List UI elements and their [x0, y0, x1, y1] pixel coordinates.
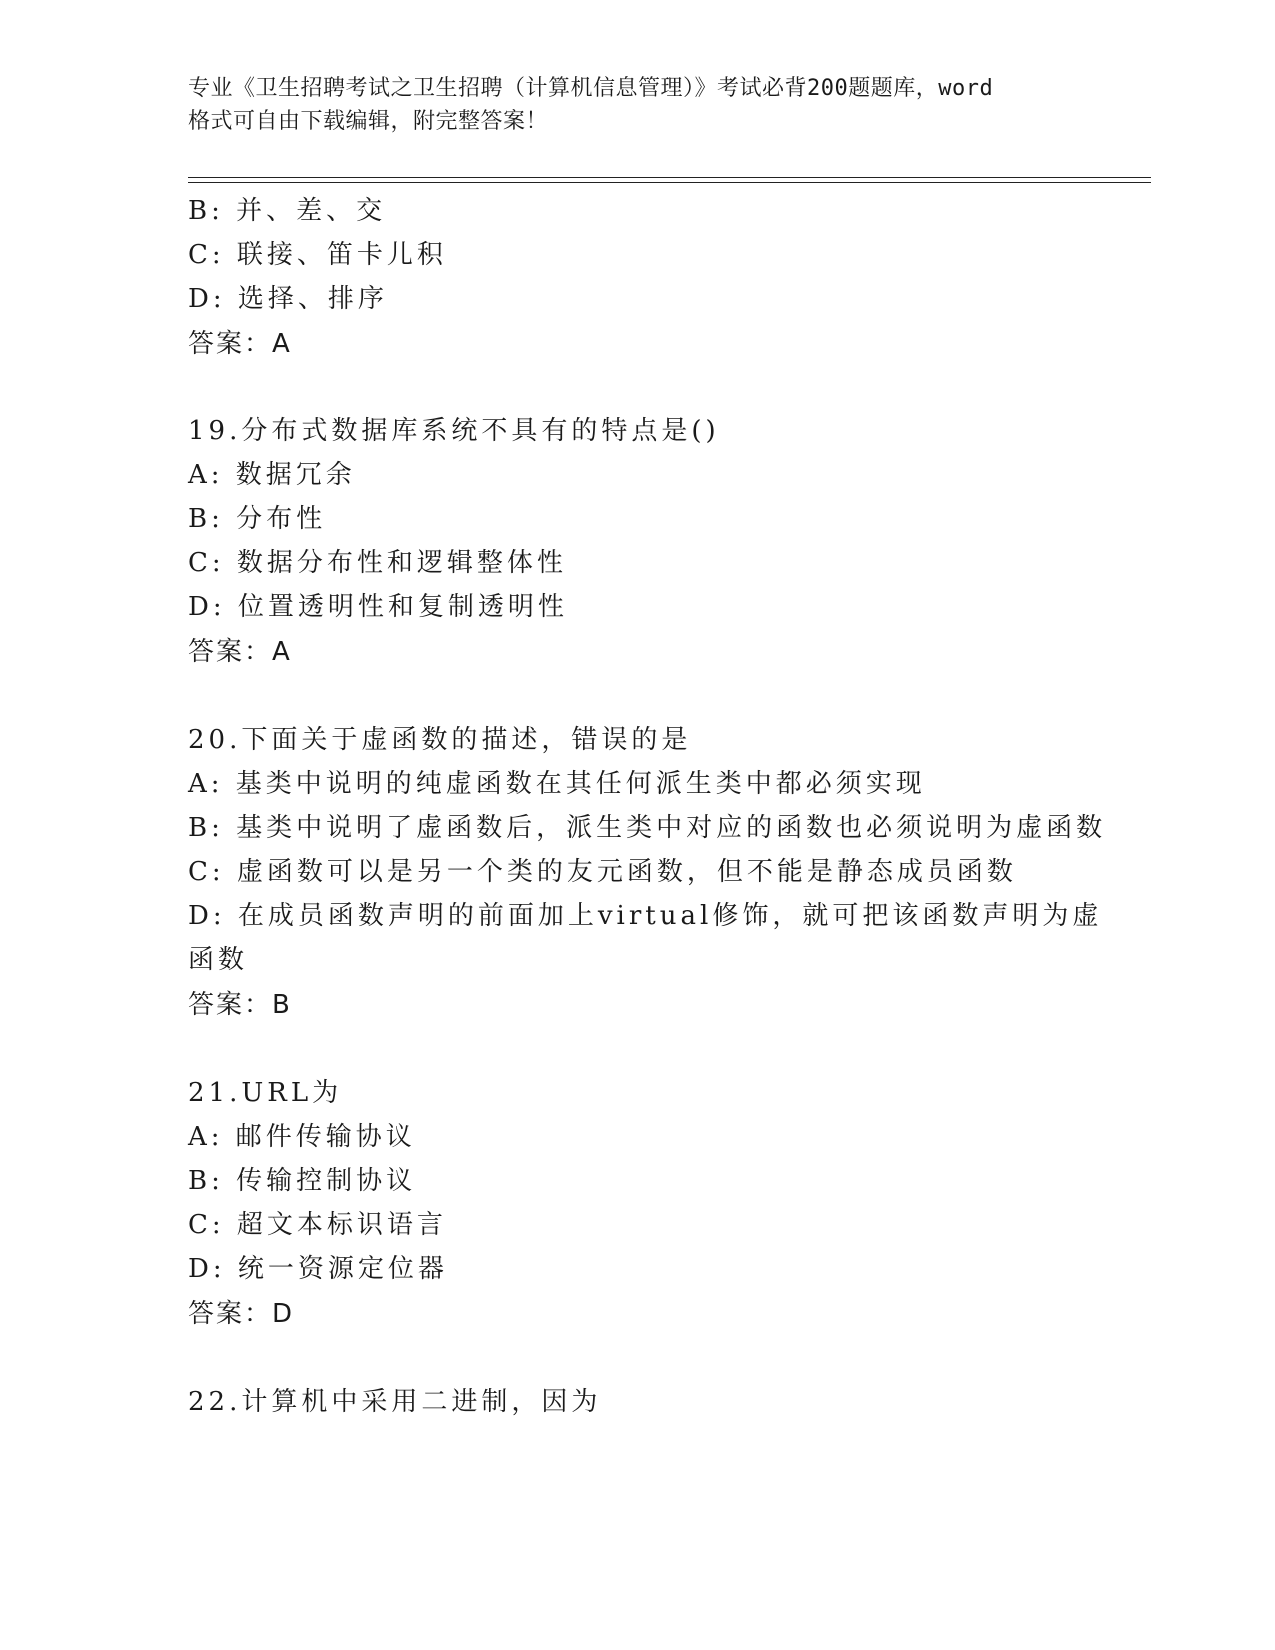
option-b: B: 传输控制协议 [188, 1166, 417, 1196]
option-a: A: 基类中说明的纯虚函数在其任何派生类中都必须实现 [188, 769, 926, 799]
document-header [188, 72, 1088, 138]
question-text: 21.URL为 [188, 1078, 343, 1108]
option-c: C: 虚函数可以是另一个类的友元函数，但不能是静态成员函数 [188, 857, 1017, 887]
option-c: C: 联接、笛卡儿积 [188, 240, 447, 270]
option-d: D: 选择、排序 [188, 284, 388, 314]
option-a: A: 数据冗余 [188, 460, 356, 490]
option-c: C: 超文本标识语言 [188, 1210, 447, 1240]
header-divider-bottom [188, 182, 1151, 183]
option-d-continued: 函数 [188, 945, 249, 975]
option-b: B: 并、差、交 [188, 196, 387, 226]
answer-line: 答案：A [188, 637, 292, 667]
option-d: D: 位置透明性和复制透明性 [188, 592, 568, 622]
option-a: A: 邮件传输协议 [188, 1122, 416, 1152]
header-line-2: 格式可自由下载编辑，附完整答案！ [188, 109, 549, 134]
answer-line: 答案：B [188, 990, 292, 1020]
answer-line: 答案：A [188, 329, 292, 359]
answer-line: 答案：D [188, 1299, 295, 1329]
question-text: 19.分布式数据库系统不具有的特点是() [188, 416, 720, 446]
header-line-1: 专业《卫生招聘考试之卫生招聘（计算机信息管理）》考试必背200题题库，word [188, 76, 994, 101]
option-d: D: 统一资源定位器 [188, 1254, 448, 1284]
question-text: 22.计算机中采用二进制，因为 [188, 1387, 602, 1417]
question-text: 20.下面关于虚函数的描述，错误的是 [188, 725, 692, 755]
option-c: C: 数据分布性和逻辑整体性 [188, 548, 567, 578]
option-b: B: 分布性 [188, 504, 327, 534]
option-b: B: 基类中说明了虚函数后，派生类中对应的函数也必须说明为虚函数 [188, 813, 1107, 843]
header-divider-top [188, 177, 1151, 178]
option-d: D: 在成员函数声明的前面加上virtual修饰，就可把该函数声明为虚 [188, 901, 1103, 931]
